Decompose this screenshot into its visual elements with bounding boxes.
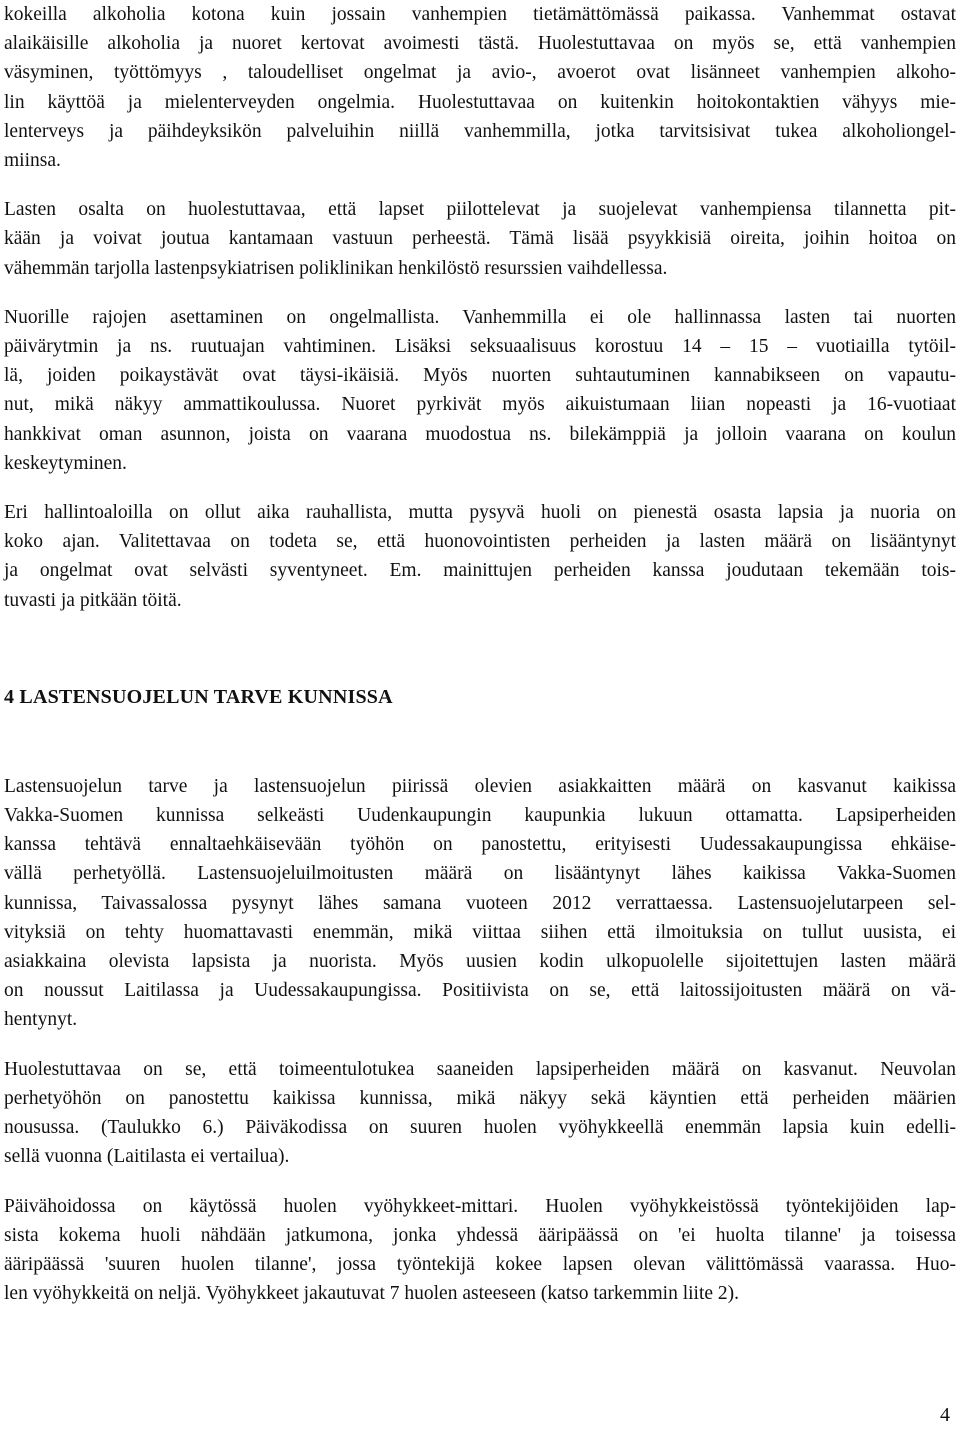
page-number: 4	[940, 1404, 950, 1426]
text-line: kanssa tehtävä ennaltaehkäisevään työhön on panostettu, erityisesti Uudessakaupungissa ehkäise-	[4, 834, 956, 856]
text-line: on noussut Laitilassa ja Uudessakaupungissa. Positiivista on se, että laitossijoitusten määrä on vä-	[4, 980, 956, 1002]
paragraph-child-protection-need	[4, 772, 956, 1035]
text-line: nousussa. (Taulukko 6.) Päiväkodissa on suuren huolen vyöhykkeellä enemmän lapsia kuin edelli-	[4, 1117, 956, 1139]
text-line: ja ongelmat ovat selvästi syventyneet. Em. mainittujen perheiden kanssa joudutaan tekemään tois-	[4, 560, 956, 582]
text-line: asiakkaina olevista lapsista ja nuorista. Myös uusien kodin ulkopuolelle sijoitettujen lasten määrä	[4, 951, 956, 973]
text-line: hentynyt.	[4, 1009, 78, 1031]
text-line: vähemmän tarjolla lastenpsykiatrisen poliklinikan henkilöstö resurssien vaihdellessa.	[4, 257, 668, 279]
text-line: Vakka-Suomen kunnissa selkeästi Uudenkaupungin kaupunkia lukuun ottamatta. Lapsiperheiden	[4, 805, 956, 827]
text-line: väsyminen, työttömyys , taloudelliset ongelmat ja avio-, avoerot ovat lisänneet vanhempien alkoho-	[4, 62, 956, 84]
paragraph-administration	[4, 498, 956, 615]
text-line: kunnissa, Taivassalossa pysynyt lähes samana vuoteen 2012 verrattaessa. Lastensuojelutarpeen sel-	[4, 892, 956, 914]
text-line: vityksiä on tehty huomattavasti enemmän, mikä viittaa siihen että ilmoituksia on tullut uusista, ei	[4, 921, 956, 943]
text-line: sellä vuonna (Laitilasta ei vertailua).	[4, 1146, 290, 1168]
text-line: päivärytmin ja ns. ruutuajan vahtiminen. Lisäksi seksuaalisuus korostuu 14 – 15 – vuotiailla tytöil-	[4, 336, 956, 358]
paragraph-children-concern	[4, 195, 956, 283]
text-line: Huolestuttavaa on se, että toimeentulotukea saaneiden lapsiperheiden määrä on kasvanut. Neuvolan	[4, 1058, 956, 1080]
text-line: Nuorille rajojen asettaminen on ongelmallista. Vanhemmilla ei ole hallinnassa lasten tai nuorten	[4, 306, 956, 328]
text-line: Eri hallintoaloilla on ollut aika rauhallista, mutta pysyvä huoli on pienestä osasta lapsia ja nuoria on	[4, 502, 956, 524]
text-line: kokeilla alkoholia kotona kuin jossain vanhempien tietämättömässä paikassa. Vanhemmat ostavat	[4, 4, 956, 25]
text-line: tuvasti ja pitkään töitä.	[4, 589, 182, 611]
text-line: hankkivat oman asunnon, joista on vaarana muodostua ns. bilekämppiä ja jolloin vaarana on koulun	[4, 423, 956, 445]
text-line: lin käyttöä ja mielenterveyden ongelmia. Huolestuttavaa on kuitenkin hoitokontaktien vähyys mie-	[4, 91, 956, 113]
text-line: nut, mikä näkyy ammattikoulussa. Nuoret pyrkivät myös aikuistumaan liian nopeasti ja 16-vuotiaat	[4, 394, 956, 416]
paragraph-youth-boundaries	[4, 303, 956, 478]
text-line: vällä perhetyöllä. Lastensuojeluilmoitusten määrä on lisääntynyt lähes kaikissa Vakka-Suomen	[4, 863, 956, 885]
text-line: miinsa.	[4, 150, 61, 172]
text-line: perhetyöhön on panostettu kaikissa kunnissa, mikä näkyy sekä käyntien että perheiden määrien	[4, 1087, 956, 1109]
text-line: Päivähoidossa on käytössä huolen vyöhykkeet-mittari. Huolen vyöhykkeistössä työntekijöiden lap-	[4, 1195, 956, 1217]
text-line: koko ajan. Valitettavaa on todeta se, että huonovointisten perheiden ja lasten määrä on lisääntynyt	[4, 531, 956, 553]
document-page	[4, 0, 956, 1308]
text-line: lä, joiden poikaystävät ovat täysi-ikäisiä. Myös nuorten suhtautuminen kannabikseen on vapautu-	[4, 365, 956, 387]
paragraph-alcohol-use	[4, 0, 956, 175]
text-line: alaikäisille alkoholia ja nuoret kertovat avoimesti tästä. Huolestuttavaa on myös se, että vanhempien	[4, 33, 956, 55]
text-line: Lastensuojelun tarve ja lastensuojelun piirissä olevien asiakkaitten määrä on kasvanut kaikissa	[4, 775, 956, 797]
text-line: kään ja voivat joutua kantamaan vastuun perheestä. Tämä lisää psyykkisiä oireita, joihin hoitoa on	[4, 228, 956, 250]
text-line: len vyöhykkeitä on neljä. Vyöhykkeet jakautuvat 7 huolen asteeseen (katso tarkemmin liite 2).	[4, 1283, 740, 1305]
text-line: Lasten osalta on huolestuttavaa, että lapset piilottelevat ja suojelevat vanhempiensa tilannetta pit-	[4, 199, 956, 221]
section-heading: 4 LASTENSUOJELUN TARVE KUNNISSA	[4, 685, 393, 708]
text-line: lenterveys ja päihdeyksikön palveluihin niillä vanhemmilla, jotka tarvitsisivat tukea alkoholiongel-	[4, 120, 956, 142]
text-line: sista kokema huoli nähdään jatkumona, jonka yhdessä ääripäässä on 'ei huolta tilanne' ja toisessa	[4, 1224, 956, 1246]
paragraph-concern-zones	[4, 1192, 956, 1309]
text-line: ääripäässä 'suuren huolen tilanne', jossa työntekijä kokee lapsen olevan välittömässä vaarassa. Huo-	[4, 1253, 956, 1275]
paragraph-income-support	[4, 1055, 956, 1172]
text-line: keskeytyminen.	[4, 452, 127, 474]
